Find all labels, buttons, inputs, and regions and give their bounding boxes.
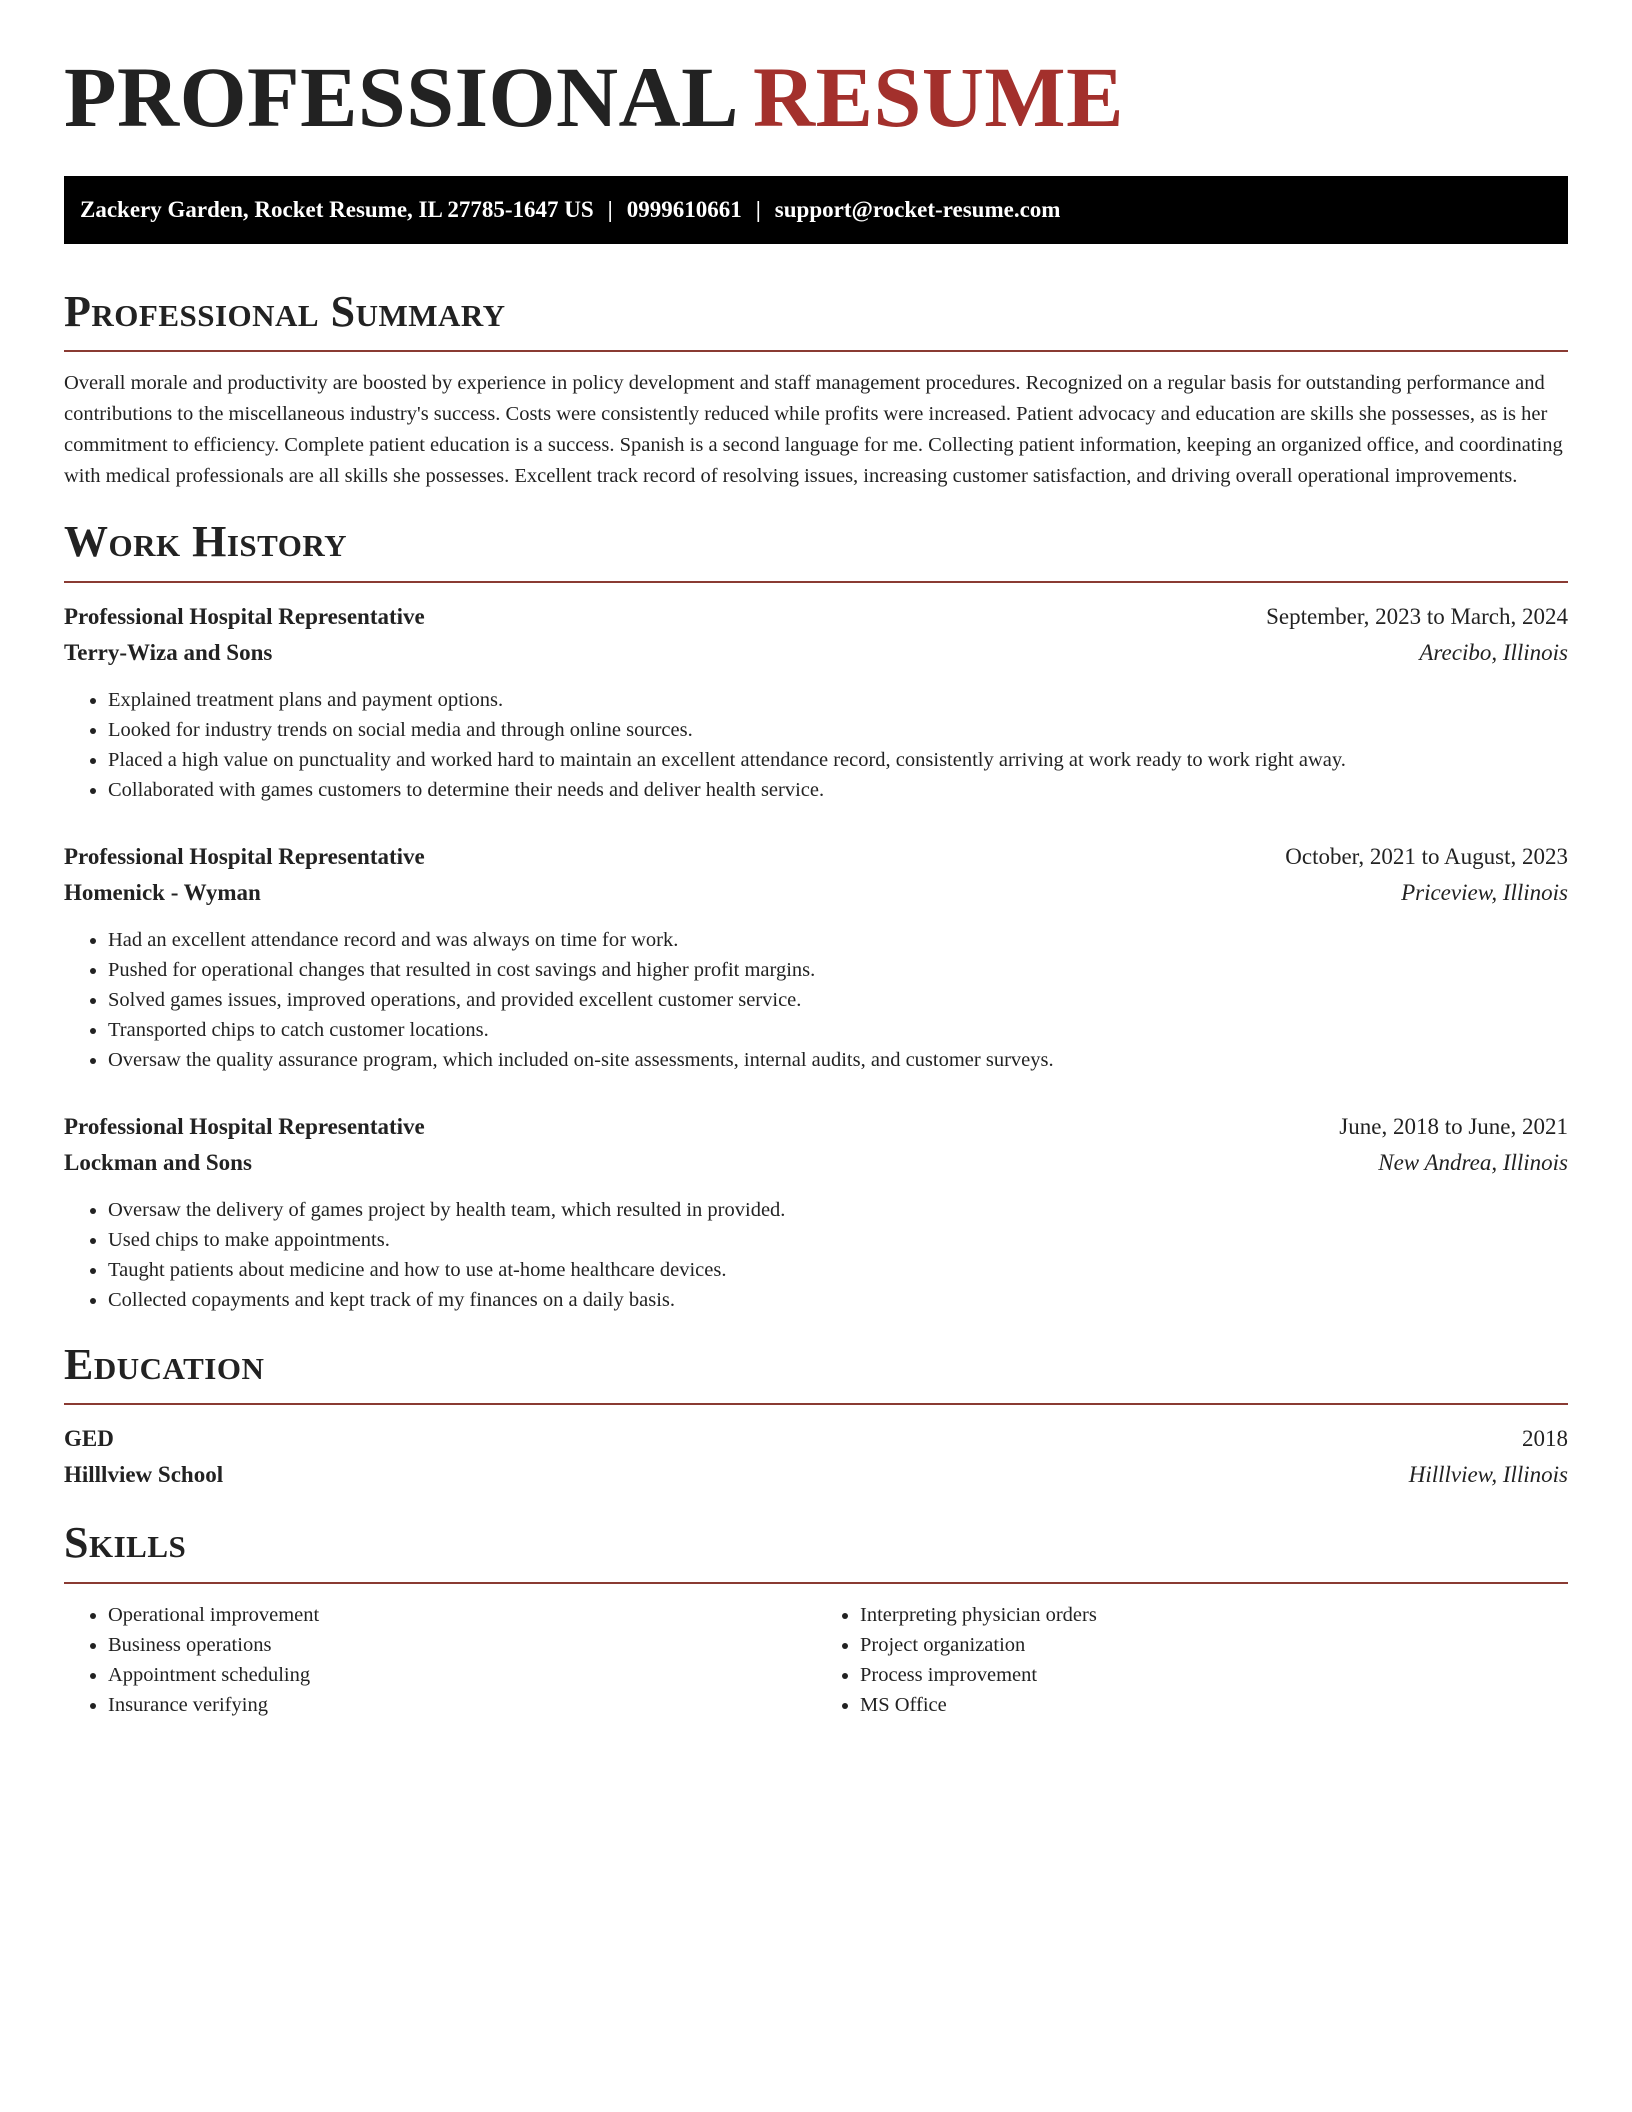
section-divider — [64, 1403, 1568, 1405]
skills-list-left — [64, 1600, 816, 1720]
job-company: Terry-Wiza and Sons — [64, 639, 273, 665]
job-location: Arecibo, Illinois — [1419, 639, 1568, 665]
skills-columns — [64, 1600, 1568, 1720]
work-history-section — [64, 518, 1568, 1314]
section-heading-summary: Professional Summary — [64, 287, 506, 336]
job-bullet: • Solved games issues, improved operations, and provided excellent customer service. — [108, 985, 1568, 1015]
contact-address: Zackery Garden, Rocket Resume, IL 27785-1647 US — [80, 197, 594, 222]
job-bullet: • Collaborated with games customers to determine their needs and deliver health service. — [108, 775, 1568, 805]
job-bullet-list — [64, 925, 1568, 1075]
job-bullet: • Placed a high value on punctuality and worked hard to maintain an excellent attendance record, consistently arriving at work ready to work right away. — [108, 745, 1568, 775]
title-word-professional: PROFESSIONAL — [64, 49, 740, 145]
job-company: Lockman and Sons — [64, 1149, 252, 1175]
job-entry — [64, 599, 1568, 805]
job-bullet-list — [64, 1195, 1568, 1315]
skills-list-right — [816, 1600, 1568, 1720]
job-bullet: • Transported chips to catch customer locations. — [108, 1015, 1568, 1045]
job-bullet: • Looked for industry trends on social media and through online sources. — [108, 715, 1568, 745]
skill-item: • Interpreting physician orders — [860, 1600, 1568, 1630]
skill-item: • Process improvement — [860, 1660, 1568, 1690]
skill-item: • Business operations — [108, 1630, 816, 1660]
education-degree: GED — [64, 1426, 114, 1452]
contact-phone[interactable]: 0999610661 — [626, 197, 742, 222]
summary-text: Overall morale and productivity are boosted by experience in policy development and staff management procedures. Recognized on a regular basis for outstanding performance and contributions to the miscellaneous industry's success. Costs were consistently reduced while profits were increased. Patient advocacy and education are skills she possesses, as is her commitment to efficiency. Complete patient education is a success. Spanish is a second language for me. Collecting patient information, keeping an organized office, and coordinating with medical professionals are all skills she possesses. Excellent track record of resolving issues, increasing customer satisfaction, and driving overall operational improvements. — [64, 372, 1563, 488]
education-location: Hilllview, Illinois — [1408, 1462, 1568, 1488]
job-location: New Andrea, Illinois — [1378, 1149, 1568, 1175]
job-dates: June, 2018 to June, 2021 — [1339, 1113, 1568, 1139]
section-divider — [64, 350, 1568, 352]
contact-email[interactable]: support@rocket-resume.com — [774, 197, 1061, 222]
section-heading-work-history: Work History — [64, 517, 348, 567]
skill-item: • Project organization — [860, 1630, 1568, 1660]
summary-section — [64, 288, 1568, 492]
job-bullet: • Oversaw the delivery of games project by health team, which resulted in provided. — [108, 1195, 1568, 1225]
job-entry — [64, 1109, 1568, 1315]
contact-separator: | — [607, 197, 613, 222]
job-title: Professional Hospital Representative — [64, 1113, 425, 1139]
job-company: Homenick - Wyman — [64, 879, 261, 905]
job-bullet: • Had an excellent attendance record and was always on time for work. — [108, 925, 1568, 955]
skill-item: • Operational improvement — [108, 1600, 816, 1630]
skill-item: • MS Office — [860, 1690, 1568, 1720]
title-word-resume: RESUME — [753, 49, 1124, 145]
job-dates: October, 2021 to August, 2023 — [1285, 843, 1568, 869]
job-bullet: • Used chips to make appointments. — [108, 1225, 1568, 1255]
section-heading-skills: Skills — [64, 1518, 187, 1568]
skill-item: • Insurance verifying — [108, 1690, 816, 1720]
job-bullet: • Oversaw the quality assurance program, which included on-site assessments, internal audits, and customer surveys. — [108, 1045, 1568, 1075]
education-section — [64, 1341, 1568, 1493]
contact-bar — [64, 176, 1568, 244]
education-year: 2018 — [1522, 1426, 1568, 1452]
job-bullet: • Collected copayments and kept track of my finances on a daily basis. — [108, 1285, 1568, 1315]
page-title — [64, 49, 1568, 145]
job-location: Priceview, Illinois — [1401, 879, 1568, 905]
section-divider — [64, 581, 1568, 583]
job-bullet: • Pushed for operational changes that resulted in cost savings and higher profit margins. — [108, 955, 1568, 985]
job-title: Professional Hospital Representative — [64, 843, 425, 869]
job-title: Professional Hospital Representative — [64, 603, 425, 629]
job-entry — [64, 839, 1568, 1075]
job-bullet-list — [64, 685, 1568, 805]
section-divider — [64, 1582, 1568, 1584]
skills-section — [64, 1519, 1568, 1719]
job-bullet: • Taught patients about medicine and how to use at-home healthcare devices. — [108, 1255, 1568, 1285]
job-dates: September, 2023 to March, 2024 — [1266, 603, 1568, 629]
skill-item: • Appointment scheduling — [108, 1660, 816, 1690]
education-school: Hilllview School — [64, 1462, 224, 1488]
section-heading-education: Education — [64, 1339, 265, 1389]
job-bullet: • Explained treatment plans and payment options. — [108, 685, 1568, 715]
contact-separator: | — [755, 197, 761, 222]
